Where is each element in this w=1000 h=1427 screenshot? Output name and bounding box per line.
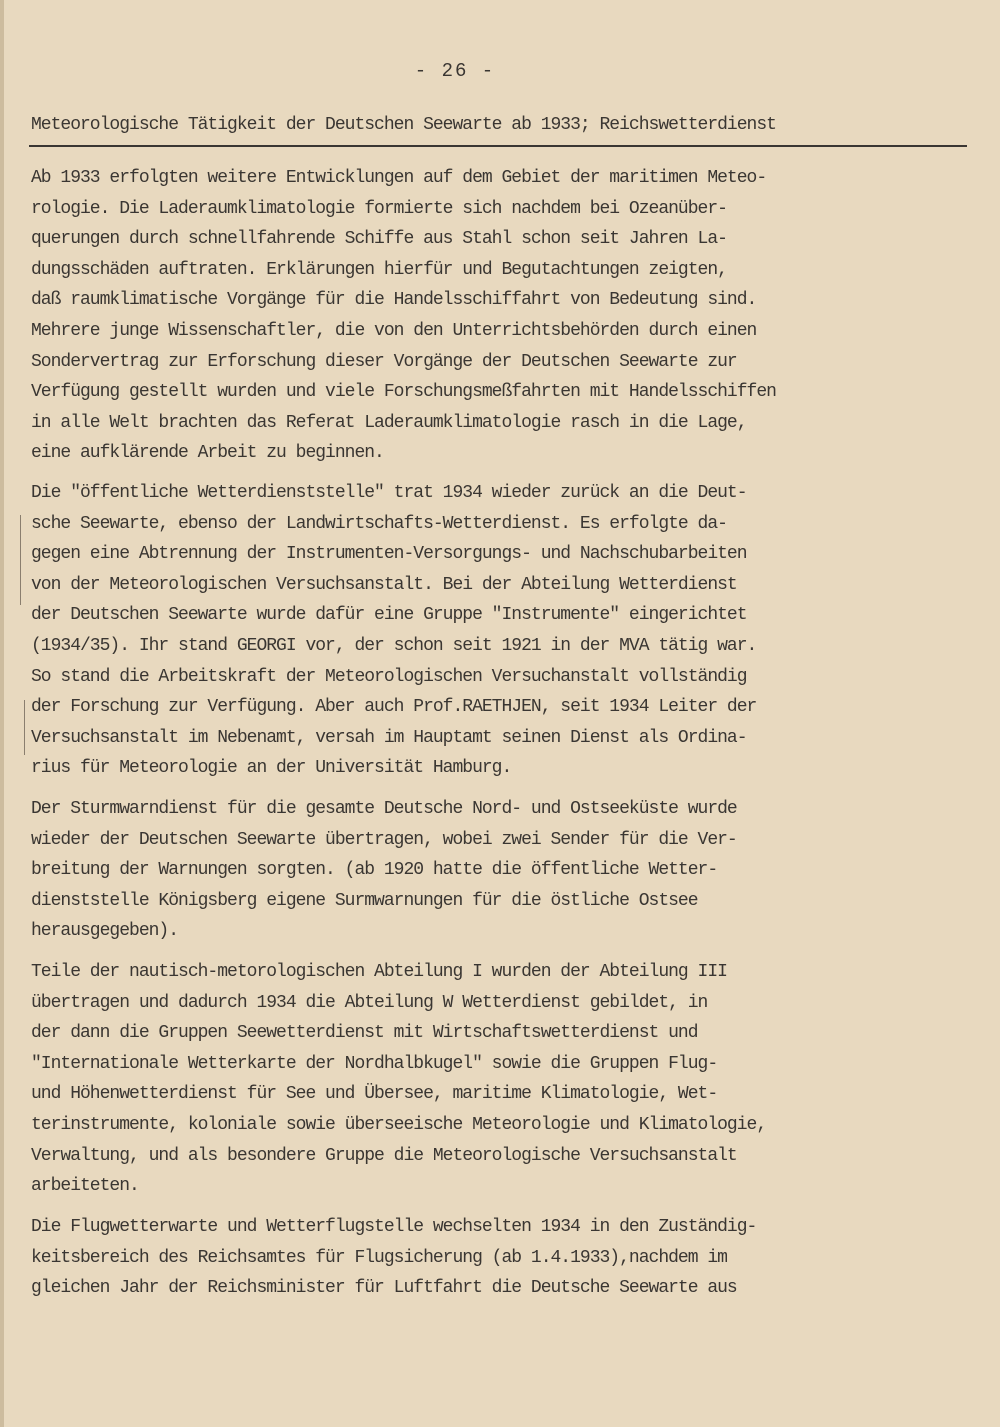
text-line: der Deutschen Seewarte wurde dafür eine Gruppe "Instrumente" eingerichtet	[31, 605, 747, 626]
text-line: Mehrere junge Wissenschaftler, die von den Unterrichtsbehörden durch einen	[31, 320, 757, 341]
text-line: eine aufklärende Arbeit zu beginnen.	[31, 443, 384, 464]
paragraph-wetterdienststelle	[31, 478, 986, 784]
text-line: Versuchsanstalt im Nebenamt, versah im Hauptamt seinen Dienst als Ordina-	[31, 727, 747, 748]
paragraph-flugwetterwarte	[31, 1212, 986, 1304]
text-line: dienststelle Königsberg eigene Surmwarnungen für die östliche Ostsee	[31, 890, 698, 911]
text-line: Verwaltung, und als besondere Gruppe die Meteorologische Versuchsanstalt	[31, 1145, 737, 1166]
text-line: Sondervertrag zur Erforschung dieser Vorgänge der Deutschen Seewarte zur	[31, 351, 737, 372]
text-line: übertragen und dadurch 1934 die Abteilung W Wetterdienst gebildet, in	[31, 992, 708, 1013]
text-line: Ab 1933 erfolgten weitere Entwicklungen auf dem Gebiet der maritimen Meteo-	[31, 168, 767, 188]
text-line: terinstrumente, koloniale sowie überseeische Meteorologie und Klimatologie,	[31, 1114, 767, 1135]
text-line: "Internationale Wetterkarte der Nordhalbkugel" sowie die Gruppen Flug-	[31, 1053, 718, 1074]
text-line: keitsbereich des Reichsamtes für Flugsicherung (ab 1.4.1933),nachdem im	[31, 1247, 727, 1268]
text-line: Der Sturmwarndienst für die gesamte Deutsche Nord- und Ostseeküste wurde	[31, 799, 737, 819]
paragraph-abteilung-w	[31, 957, 986, 1202]
section-heading: Meteorologische Tätigkeit der Deutschen Seewarte ab 1933; Reichswetterdienst	[31, 115, 776, 135]
text-line: breitung der Warnungen sorgten. (ab 1920 hatte die öffentliche Wetter-	[31, 860, 718, 881]
paragraph-laderaumklimatologie	[31, 163, 986, 469]
page-number: - 26 -	[414, 60, 496, 82]
page-edge-shadow	[0, 0, 4, 1427]
text-line: und Höhenwetterdienst für See und Übersee, maritime Klimatologie, Wet-	[31, 1084, 718, 1105]
margin-pencil-mark	[24, 700, 25, 755]
text-line: Verfügung gestellt wurden und viele Forschungsmeßfahrten mit Handelsschiffen	[31, 382, 776, 403]
text-line: der Forschung zur Verfügung. Aber auch Prof.RAETHJEN, seit 1934 Leiter der	[31, 697, 757, 718]
text-line: von der Meteorologischen Versuchsanstalt. Bei der Abteilung Wetterdienst	[31, 574, 737, 595]
text-line: Teile der nautisch-metorologischen Abteilung I wurden der Abteilung III	[31, 962, 727, 982]
text-line: Die Flugwetterwarte und Wetterflugstelle wechselten 1934 in den Zuständig-	[31, 1217, 757, 1237]
margin-pencil-mark	[20, 515, 21, 605]
text-line: gleichen Jahr der Reichsminister für Luftfahrt die Deutsche Seewarte aus	[31, 1278, 737, 1299]
text-line: So stand die Arbeitskraft der Meteorologischen Versuchanstalt vollständig	[31, 666, 747, 687]
text-line: (1934/35). Ihr stand GEORGI vor, der schon seit 1921 in der MVA tätig war.	[31, 635, 757, 656]
paragraph-sturmwarndienst	[31, 794, 986, 947]
text-line: gegen eine Abtrennung der Instrumenten-Versorgungs- und Nachschubarbeiten	[31, 544, 747, 565]
text-line: rius für Meteorologie an der Universität Hamburg.	[31, 758, 512, 779]
text-line: querungen durch schnellfahrende Schiffe aus Stahl schon seit Jahren La-	[31, 229, 727, 250]
text-line: herausgegeben).	[31, 921, 179, 942]
text-line: rologie. Die Laderaumklimatologie formierte sich nachdem bei Ozeanüber-	[31, 198, 727, 219]
text-line: arbeiteten.	[31, 1176, 139, 1197]
text-line: dungsschäden auftraten. Erklärungen hierfür und Begutachtungen zeigten,	[31, 259, 727, 280]
text-line: in alle Welt brachten das Referat Laderaumklimatologie rasch in die Lage,	[31, 412, 747, 433]
text-line: daß raumklimatische Vorgänge für die Handelsschiffahrt von Bedeutung sind.	[31, 290, 757, 311]
heading-underline	[29, 145, 967, 147]
text-line: Die "öffentliche Wetterdienststelle" trat 1934 wieder zurück an die Deut-	[31, 483, 747, 503]
text-line: wieder der Deutschen Seewarte übertragen, wobei zwei Sender für die Ver-	[31, 829, 737, 850]
text-line: sche Seewarte, ebenso der Landwirtschafts-Wetterdienst. Es erfolgte da-	[31, 513, 727, 534]
text-line: der dann die Gruppen Seewetterdienst mit Wirtschaftswetterdienst und	[31, 1023, 698, 1044]
